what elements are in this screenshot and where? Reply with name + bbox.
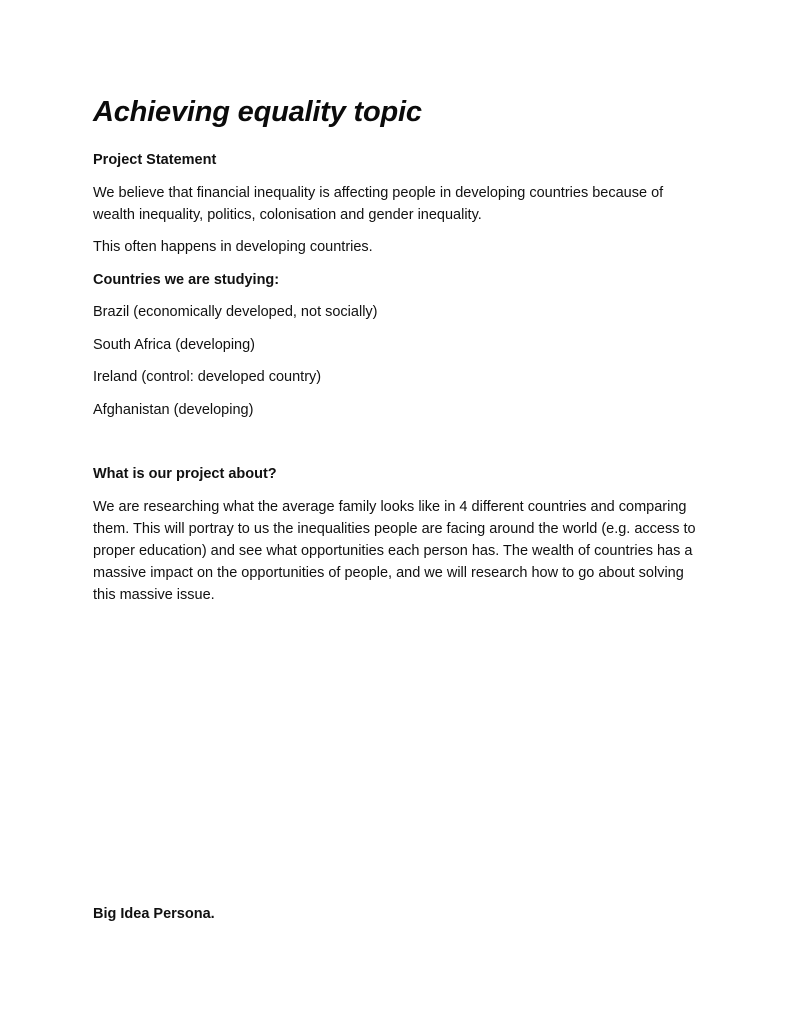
document-title: Achieving equality topic	[93, 96, 422, 128]
document-body	[93, 92, 703, 606]
project-about-heading: What is our project about?	[93, 466, 277, 482]
project-about-paragraph: We are researching what the average family looks like in 4 different countries and comparing them. This will portray to us the inequalities people are facing around the world (e.g. access to proper education) and see what opportunities each person has. The wealth of countries has a massive impact on the opportunities of people, and we will research how to go about solving this massive issue.	[93, 498, 696, 603]
country-item-brazil: Brazil (economically developed, not socially)	[93, 304, 378, 320]
project-statement-note: This often happens in developing countries.	[93, 239, 373, 255]
countries-heading: Countries we are studying:	[93, 271, 280, 288]
project-statement-heading: Project Statement	[93, 152, 217, 168]
country-item-ireland: Ireland (control: developed country)	[93, 369, 322, 385]
country-item-south-africa: South Africa (developing)	[93, 336, 256, 353]
big-idea-persona-heading: Big Idea Persona.	[93, 906, 215, 922]
project-statement-paragraph: We believe that financial inequality is affecting people in developing countries because of wealth inequality, politics, colonisation and gender inequality.	[93, 184, 664, 223]
country-item-afghanistan: Afghanistan (developing)	[93, 401, 254, 418]
